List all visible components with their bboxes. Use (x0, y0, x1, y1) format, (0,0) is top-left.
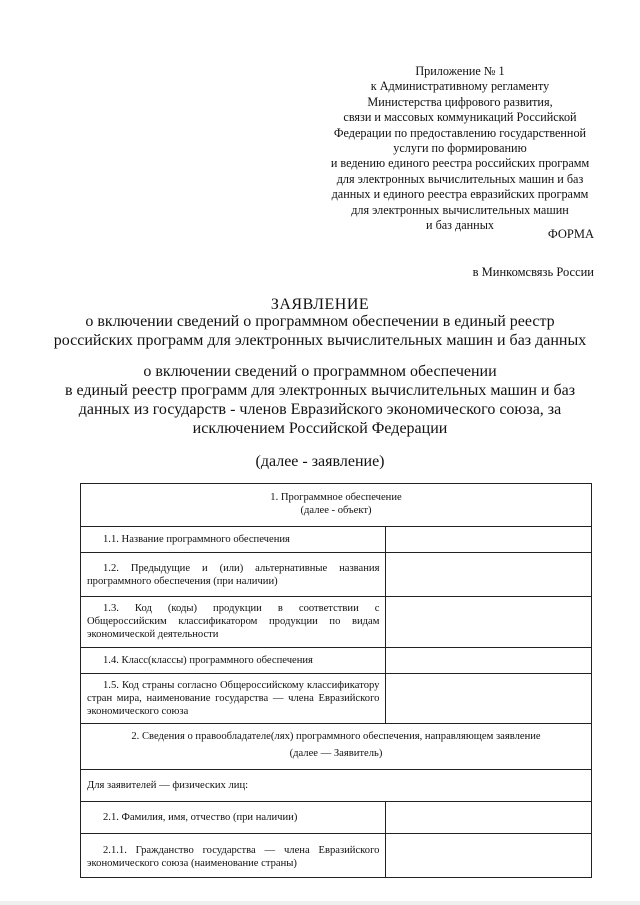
appendix-line: данных и единого реестра евразийских программ (331, 187, 589, 202)
section-1-header (81, 484, 592, 527)
heading-text: ЗАЯВЛЕНИЕ (270, 296, 370, 313)
row-label: 1.5. Код страны согласно Общероссийскому классификатору стран мира, наименование государства — члена Евразийского экономического союза (81, 674, 386, 724)
title-line: российских программ для электронных вычислительных машин и баз данных (53, 332, 587, 349)
short-name (0, 452, 640, 471)
appendix-line: услуги по формированию (393, 141, 527, 156)
appendix-line: связи и массовых коммуникаций Российской (343, 110, 577, 125)
row-value-field[interactable] (386, 553, 592, 597)
section-2-title: 2. Сведения о правообладателе(лях) программного обеспечения, направляющем заявление (131, 731, 541, 742)
table-row (81, 834, 592, 878)
recipient: в Минкомсвязь России (472, 265, 594, 279)
row-label: 2.1. Фамилия, имя, отчество (при наличии) (81, 802, 386, 834)
subsection-row (81, 770, 592, 802)
individuals-header: Для заявителей — физических лиц: (81, 770, 592, 802)
section-1-title: 1. Программное обеспечение (270, 492, 402, 503)
row-value-field[interactable] (386, 648, 592, 674)
title-line: о включении сведений о программном обеспечении в единый реестр (85, 313, 555, 330)
appendix-line: для электронных вычислительных машин (351, 202, 569, 217)
form-label: ФОРМА (547, 227, 594, 241)
appendix-line: Федерации по предоставлению государственной (333, 125, 587, 140)
row-value-field[interactable] (386, 527, 592, 553)
table-row (81, 802, 592, 834)
appendix-line: для электронных вычислительных машин и баз (336, 171, 584, 186)
table-row (81, 648, 592, 674)
short-name-text: (далее - заявление) (255, 453, 385, 470)
title-line: в единый реестр программ для электронных вычислительных машин и баз (64, 382, 576, 399)
title-part-2 (0, 362, 640, 438)
application-form-table (80, 483, 592, 878)
section-header-row (81, 724, 592, 770)
section-2-header (81, 724, 592, 770)
table-row (81, 597, 592, 648)
table-row (81, 527, 592, 553)
appendix-header (300, 64, 620, 233)
appendix-line: Приложение № 1 (415, 64, 505, 78)
appendix-line: Министерства цифрового развития, (367, 94, 553, 109)
row-label: 1.2. Предыдущие и (или) альтернативные названия программного обеспечения (при наличии) (81, 553, 386, 597)
table-row (81, 674, 592, 724)
appendix-line: и баз данных (426, 218, 494, 233)
title-line: исключением Российской Федерации (192, 420, 448, 437)
row-label: 1.1. Название программного обеспечения (81, 527, 386, 553)
row-value-field[interactable] (386, 834, 592, 878)
row-label: 2.1.1. Гражданство государства — члена Евразийского экономического союза (наименование страны) (81, 834, 386, 878)
appendix-line: к Административному регламенту (370, 79, 550, 94)
title-line: о включении сведений о программном обеспечении (143, 363, 497, 380)
appendix-line: и ведению единого реестра российских программ (330, 156, 590, 171)
section-1-subtitle: (далее - объект) (300, 505, 372, 516)
table-row (81, 553, 592, 597)
row-label: 1.3. Код (коды) продукции в соответствии с Общероссийским классификатором продукции по видам экономической деятельности (81, 597, 386, 648)
scan-edge (0, 901, 640, 905)
row-value-field[interactable] (386, 597, 592, 648)
section-2-subtitle: (далее — Заявитель) (289, 748, 383, 759)
row-label: 1.4. Класс(классы) программного обеспечения (81, 648, 386, 674)
row-value-field[interactable] (386, 674, 592, 724)
title-line: данных из государств - членов Евразийского экономического союза, за (78, 401, 562, 418)
title-part-1 (0, 312, 640, 350)
section-header-row (81, 484, 592, 527)
row-value-field[interactable] (386, 802, 592, 834)
